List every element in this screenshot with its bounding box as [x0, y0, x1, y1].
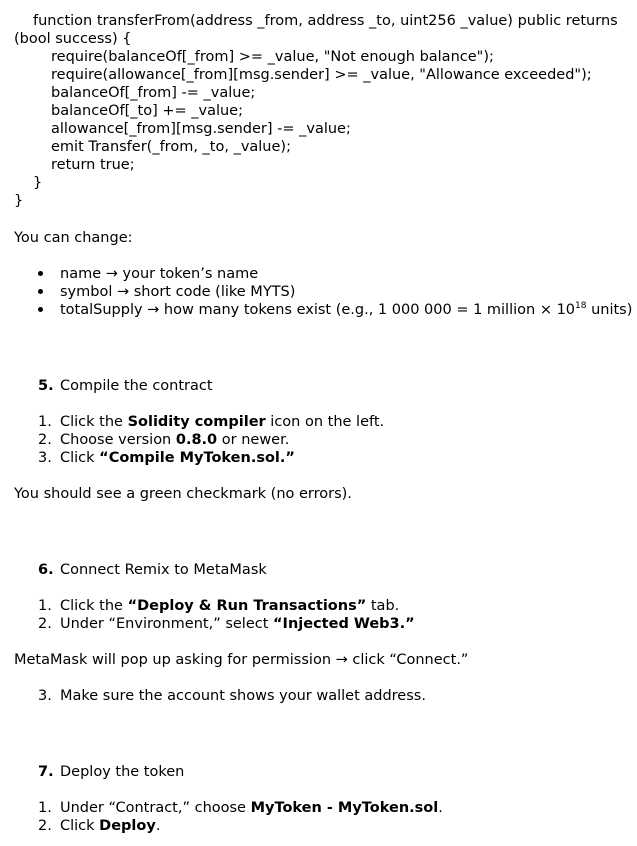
- list-number: 3.: [38, 688, 52, 704]
- list-number: 1.: [38, 598, 52, 614]
- change-item-text: totalSupply → how many tokens exist (e.g., 1 000 000 = 1 million × 10: [60, 302, 576, 318]
- list-item-bold: Solidity compiler: [127, 414, 266, 430]
- step-note: MetaMask will pop up asking for permission → click “Connect.”: [14, 652, 469, 668]
- list-number: 2.: [38, 616, 52, 632]
- list-item-text: or newer.: [217, 432, 290, 448]
- change-item: symbol → short code (like MYTS): [60, 284, 296, 300]
- step-note: You should see a green checkmark (no errors).: [14, 486, 352, 502]
- change-item: [60, 301, 632, 319]
- code-line: balanceOf[_from] -= _value;: [51, 85, 256, 101]
- list-item-text: .: [155, 818, 161, 834]
- list-item-text: Click the: [60, 598, 128, 614]
- list-item: [60, 817, 160, 835]
- list-item: [60, 799, 443, 817]
- list-item-text: Under “Environment,” select: [60, 616, 274, 632]
- change-item: name → your token’s name: [60, 266, 259, 282]
- list-item: [60, 413, 384, 431]
- list-number: 2.: [38, 432, 52, 448]
- list-item-text: Under “Contract,” choose: [60, 800, 251, 816]
- list-item: [60, 449, 295, 467]
- list-item-text: Click: [60, 818, 100, 834]
- list-item-text: .: [438, 800, 443, 816]
- code-line: }: [14, 193, 24, 209]
- bullet-icon: [38, 289, 43, 294]
- list-item-text: tab.: [366, 598, 400, 614]
- step-title: Deploy the token: [60, 764, 185, 780]
- code-line: emit Transfer(_from, _to, _value);: [51, 139, 291, 155]
- list-item-text: icon on the left.: [265, 414, 385, 430]
- list-item-bold: “Deploy & Run Transactions”: [127, 598, 367, 614]
- list-item: Make sure the account shows your wallet address.: [60, 688, 426, 704]
- list-item-text: Click: [60, 450, 100, 466]
- step-title: Connect Remix to MetaMask: [60, 562, 267, 578]
- step-number: 5.: [38, 378, 54, 394]
- list-item: [60, 431, 289, 449]
- list-item: [60, 615, 415, 633]
- list-item-text: Click the: [60, 414, 128, 430]
- bullet-icon: [38, 307, 43, 312]
- code-line: allowance[_from][msg.sender] -= _value;: [51, 121, 351, 137]
- code-line: }: [33, 175, 43, 191]
- list-item-bold: “Compile MyToken.sol.”: [99, 450, 295, 466]
- change-intro: You can change:: [14, 230, 133, 246]
- list-number: 3.: [38, 450, 52, 466]
- bullet-icon: [38, 271, 43, 276]
- code-line: (bool success) {: [14, 31, 132, 47]
- list-item-text: Choose version: [60, 432, 176, 448]
- code-line: require(allowance[_from][msg.sender] >= _value, "Allowance exceeded");: [51, 67, 592, 83]
- step-number: 6.: [38, 562, 54, 578]
- change-item-text: units): [586, 302, 633, 318]
- list-item-bold: Deploy: [99, 818, 156, 834]
- list-number: 2.: [38, 818, 52, 834]
- list-item-bold: “Injected Web3.”: [273, 616, 415, 632]
- code-line: balanceOf[_to] += _value;: [51, 103, 243, 119]
- code-line: require(balanceOf[_from] >= _value, "Not enough balance");: [51, 49, 494, 65]
- list-item: [60, 597, 399, 615]
- code-line: return true;: [51, 157, 135, 173]
- step-title: Compile the contract: [60, 378, 213, 394]
- list-number: 1.: [38, 414, 52, 430]
- step-number: 7.: [38, 764, 54, 780]
- list-item-bold: MyToken - MyToken.sol: [250, 800, 439, 816]
- list-number: 1.: [38, 800, 52, 816]
- code-line: function transferFrom(address _from, address _to, uint256 _value) public returns: [33, 13, 618, 29]
- superscript-exponent: 18: [575, 301, 587, 312]
- list-item-bold: 0.8.0: [175, 432, 218, 448]
